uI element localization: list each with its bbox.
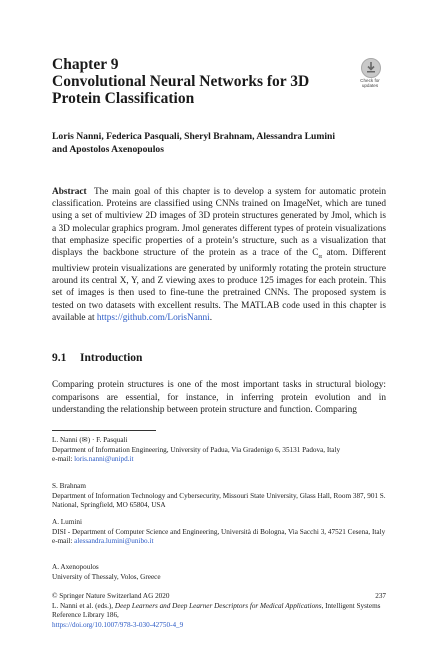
chapter-label: Chapter 9 — [52, 56, 119, 73]
section-heading — [52, 352, 142, 364]
footnote-rule — [52, 430, 156, 431]
affiliation-3: A. Lumini DISI - Department of Computer Science and Engineering, Università di Bologna, Via Sacchi 3, 47521 Cesena, Italy e-mail: alessandra.lumini@unibo.it — [52, 518, 386, 546]
email-link-nanni[interactable]: loris.nanni@unipd.it — [74, 455, 134, 464]
affiliation-2: S. Brahnam Department of Information Technology and Cybersecurity, Missouri State University, Glass Hall, Room 387, 901 S. National, Springfield, MO 65804, USA — [52, 482, 386, 510]
copyright-footer: © Springer Nature Switzerland AG 2020 L. Nanni et al. (eds.), Deep Learners and Deep Learner Descriptors for Medical Applications, Intelligent Systems Reference Library 186, https://doi.org/10.1007/978-3-030-42750-4_9 — [52, 592, 386, 630]
abstract-text: The main goal of this chapter is to develop a system for automatic protein classification. Proteins are classified using CNNs trained on ImageNet, which are tuned using a set of multiview 2D images of 3D protein structures generated by Jmol, which is a 3D molecular graphics program. Jmol generates different types of protein visualizations that emphasize specific properties of a protein’s structure, such as a visualization that displays the backbone structure of the protein as a trace of the C — [52, 187, 386, 259]
page-number: 237 — [375, 592, 386, 600]
book-title: Deep Learners and Deep Learner Descriptors for Medical Applications — [114, 601, 322, 610]
abstract-heading: Abstract — [52, 187, 87, 197]
affiliation-4: A. Axenopoulos University of Thessaly, Volos, Greece — [52, 563, 161, 581]
copyright-line: © Springer Nature Switzerland AG 2020 — [52, 592, 170, 600]
affiliation-1: L. Nanni (✉) · F. Pasquali Department of Information Engineering, University of Padua, Via Gradenigo 6, 35131 Padova, Italy e-mail: loris.nanni@unipd.it — [52, 436, 341, 464]
author-list: Loris Nanni, Federica Pasquali, Sheryl Brahnam, Alessandra Lumini and Apostolos Axenopoulos — [52, 131, 336, 155]
check-for-updates-icon — [361, 58, 381, 78]
email-link-lumini[interactable]: alessandra.lumini@unibo.it — [74, 537, 154, 546]
check-for-updates-badge[interactable] — [355, 58, 385, 94]
github-link[interactable]: https://github.com/LorisNanni — [96, 312, 210, 323]
section-title: Introduction — [80, 352, 143, 364]
chapter-title: Convolutional Neural Networks for 3D Protein Classification — [52, 73, 310, 107]
badge-label: Check for updates — [360, 78, 380, 88]
intro-paragraph: Comparing protein structures is one of the most important tasks in structural biology: comparisons are essential, for instance, in inferring protein evolution and in understanding the relationship between protein structure and function. Comparing — [52, 380, 386, 415]
section-number: 9.1 — [52, 352, 67, 364]
abstract: Abstract The main goal of this chapter is to develop a system for automatic protein classification. Proteins are classified using CNNs trained on ImageNet, which are tuned using a set of multiview 2D images of 3D protein structures generated by Jmol, which is a 3D molecular graphics program. Jmol generates different types of protein visualizations that emphasize specific properties of a protein’s structure, such as a visualization that displays the backbone structure of the protein as a trace of the $C_\alpha$ atom. Different multiview protein visualizations are generated by uniformly rotating the protein structure around its central X, Y, and Z viewing axes to produce 125 images for each protein. This set of images is then used to fine-tune the pretrained CNNs. The proposed system is tested on two datasets with excellent results. The MATLAB code used in this chapter is available at https://github.com/LorisNanni. — [52, 187, 386, 323]
doi-link[interactable]: https://doi.org/10.1007/978-3-030-42750-4_9 — [52, 620, 184, 629]
